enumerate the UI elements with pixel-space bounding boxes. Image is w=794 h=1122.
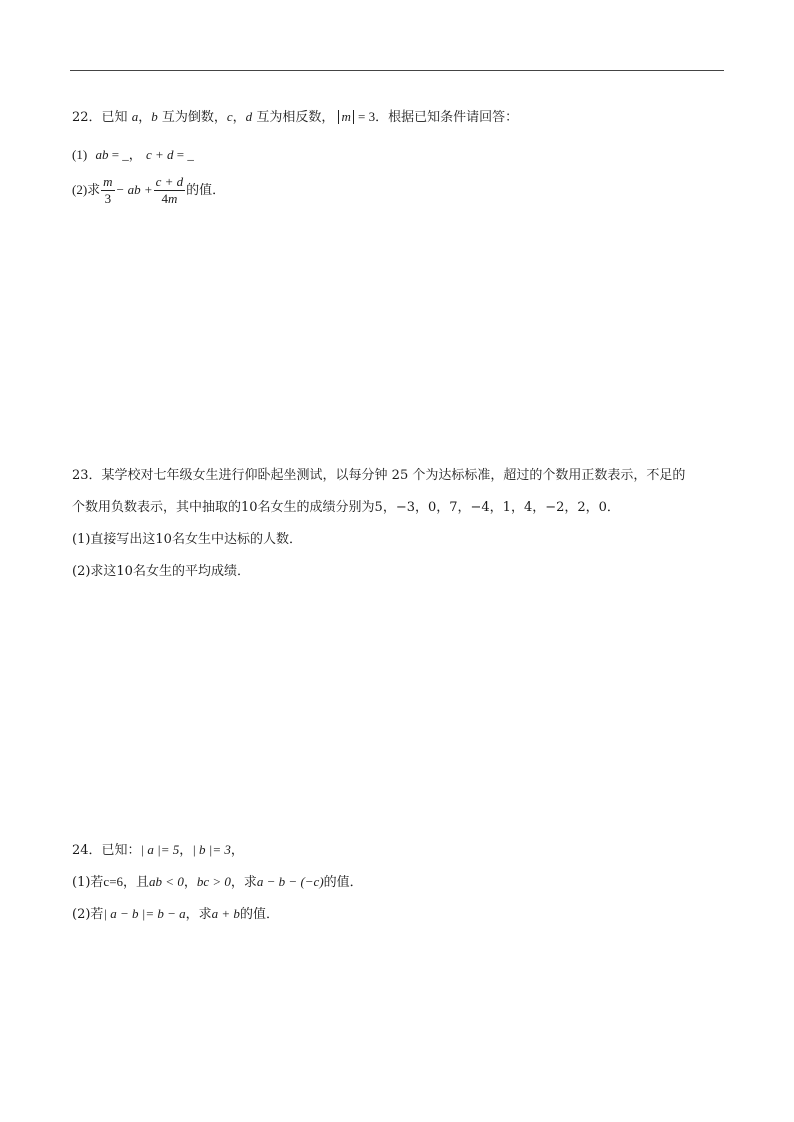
frac-den bbox=[154, 191, 186, 207]
var-b: b bbox=[151, 109, 158, 124]
fraction-cd-over-4m bbox=[154, 174, 186, 207]
sep: ， bbox=[230, 843, 244, 858]
q22-stem bbox=[72, 108, 518, 127]
abs-a: | a |= 5 bbox=[140, 842, 180, 857]
q22-number: 22． bbox=[72, 110, 102, 125]
frac-den-var: m bbox=[167, 191, 178, 206]
part-label: (1) bbox=[72, 147, 88, 162]
cond-ab: ab < 0 bbox=[149, 874, 184, 889]
eq: = bbox=[173, 147, 188, 162]
abs-m-rhs: = 3 bbox=[358, 109, 376, 124]
sep: ， bbox=[128, 148, 142, 163]
q22-text-a: 已知 bbox=[101, 110, 128, 125]
var-a: a bbox=[131, 109, 139, 124]
q23-part2: (2)求这10名女生的平均成绩． bbox=[72, 564, 250, 579]
q24-part1 bbox=[72, 873, 363, 892]
frac-num: m bbox=[103, 174, 113, 189]
cond-abs: | a − b |= b − a bbox=[103, 906, 186, 921]
q24-text: ，且 bbox=[123, 875, 150, 890]
sep: ， bbox=[179, 843, 193, 858]
frac-den bbox=[101, 191, 114, 207]
q23-stem-line2: 个数用负数表示，其中抽取的10名女生的成绩分别为5，−3，0，7，−4，1，4，−2，2，0． bbox=[72, 500, 620, 515]
eq: = bbox=[108, 147, 123, 162]
answer-blank-2[interactable]: _ bbox=[187, 147, 194, 162]
q23-part1: (1)直接写出这10名女生中达标的人数． bbox=[72, 532, 302, 547]
expr-ab: ab bbox=[95, 147, 109, 162]
q22-tail: 的值． bbox=[186, 183, 226, 198]
q24-text: ，求 bbox=[185, 907, 212, 922]
cond-bc: bc > 0 bbox=[196, 874, 231, 889]
q22-part1 bbox=[72, 146, 194, 165]
part-label: (1)若 bbox=[72, 875, 104, 890]
abs-b: | b |= 3 bbox=[192, 842, 231, 857]
cond-c: c=6 bbox=[103, 874, 124, 889]
q24-tail: 的值． bbox=[239, 907, 279, 922]
q22-text-b: 互为倒数， bbox=[161, 110, 227, 125]
q24-stem bbox=[72, 841, 244, 860]
q22-text-c: 互为相反数， bbox=[256, 110, 335, 125]
part-label: (2)若 bbox=[72, 907, 104, 922]
fraction-m-over-3 bbox=[101, 174, 114, 207]
q24-text: ，求 bbox=[230, 875, 257, 890]
sep: ， bbox=[138, 110, 152, 125]
q24-tail: 的值． bbox=[323, 875, 363, 890]
expr-c-plus-d: c + d bbox=[145, 147, 174, 162]
q22-part2 bbox=[72, 172, 225, 209]
sep: ， bbox=[232, 110, 246, 125]
abs-m-var: m bbox=[341, 109, 351, 124]
frac-den-coef: 4 bbox=[161, 191, 168, 206]
var-d: d bbox=[245, 109, 253, 124]
frac-num: c + d bbox=[155, 174, 184, 189]
q22-text-d: ．根据已知条件请回答： bbox=[375, 110, 519, 125]
q23-stem-line1: 23．某学校对七年级女生进行仰卧起坐测试，以每分钟 25 个为达标标准，超过的个数用正数表示，不足的 bbox=[72, 468, 686, 483]
answer-blank-1[interactable]: _ bbox=[122, 147, 129, 162]
frac-den-value: 3 bbox=[104, 191, 112, 206]
abs-m bbox=[338, 110, 353, 124]
expr-mid: − ab + bbox=[115, 182, 153, 197]
expr-target: a − b − (−c) bbox=[256, 874, 324, 889]
sep: ， bbox=[183, 875, 197, 890]
part-label: (2)求 bbox=[72, 182, 101, 197]
q24-number-text: 24．已知： bbox=[72, 843, 141, 858]
expr-target: a + b bbox=[211, 906, 240, 921]
var-c: c bbox=[226, 109, 233, 124]
q24-part2 bbox=[72, 905, 279, 924]
header-rule bbox=[70, 70, 724, 71]
